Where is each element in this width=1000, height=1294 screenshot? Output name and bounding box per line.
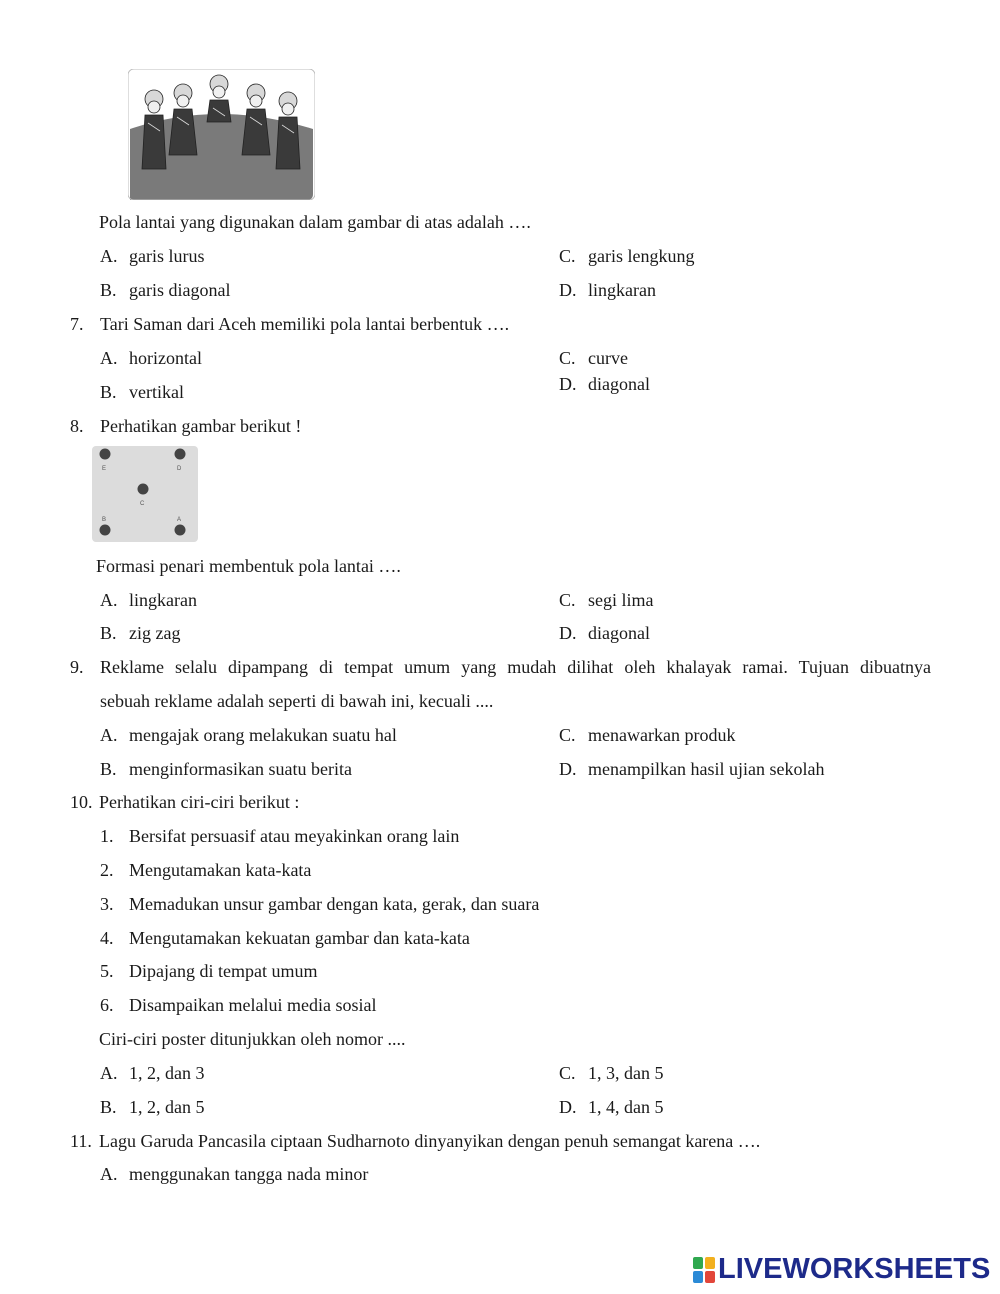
q6-option-d[interactable] xyxy=(559,279,656,301)
q6-option-c[interactable] xyxy=(559,245,694,267)
question-8-number: 8. xyxy=(70,416,84,436)
q7-option-b[interactable] xyxy=(100,381,184,403)
option-letter: C. xyxy=(559,725,576,745)
question-10-number: 10. xyxy=(70,792,93,812)
q6-option-a[interactable] xyxy=(100,245,205,267)
question-7-number: 7. xyxy=(70,314,84,334)
q10-option-d[interactable] xyxy=(559,1096,664,1118)
item-text: Bersifat persuasif atau meyakinkan orang lain xyxy=(129,826,460,846)
item-text: Mengutamakan kata-kata xyxy=(129,860,312,880)
option-letter: A. xyxy=(100,725,118,745)
q9-option-b[interactable] xyxy=(100,758,352,780)
option-text: 1, 3, dan 5 xyxy=(588,1063,664,1083)
dancer-dot-a xyxy=(175,525,186,536)
option-letter: A. xyxy=(100,1063,118,1083)
q9-option-a[interactable] xyxy=(100,724,397,746)
q8-option-d[interactable] xyxy=(559,622,650,644)
option-letter: A. xyxy=(100,246,118,266)
option-letter: C. xyxy=(559,1063,576,1083)
list-item xyxy=(100,960,317,982)
option-letter: B. xyxy=(100,280,117,300)
option-text: lingkaran xyxy=(129,590,197,610)
option-text: 1, 4, dan 5 xyxy=(588,1097,664,1117)
option-text: menggunakan tangga nada minor xyxy=(129,1164,369,1184)
item-number: 2. xyxy=(100,860,114,880)
option-text: menawarkan produk xyxy=(588,725,736,745)
q7-option-c[interactable] xyxy=(559,347,628,369)
list-item xyxy=(100,825,459,847)
dancer-dot-e xyxy=(100,449,111,460)
question-10-text: Perhatikan ciri-ciri berikut : xyxy=(99,792,300,812)
q7-option-a[interactable] xyxy=(100,347,202,369)
item-text: Dipajang di tempat umum xyxy=(129,961,318,981)
dancers-illustration xyxy=(128,69,315,200)
option-letter: D. xyxy=(559,1097,577,1117)
formation-diagram xyxy=(92,446,198,542)
option-text: horizontal xyxy=(129,348,202,368)
q9-option-c[interactable] xyxy=(559,724,735,746)
item-number: 4. xyxy=(100,928,114,948)
option-text: menampilkan hasil ujian sekolah xyxy=(588,759,825,779)
list-item xyxy=(100,893,539,915)
option-text: curve xyxy=(588,348,628,368)
option-letter: B. xyxy=(100,1097,117,1117)
label-a: A xyxy=(177,517,182,523)
brand-name[interactable]: LIVEWORKSHEETS xyxy=(718,1253,991,1285)
option-letter: A. xyxy=(100,590,118,610)
question-11-text: Lagu Garuda Pancasila ciptaan Sudharnoto dinyanyikan dengan penuh semangat karena …. xyxy=(99,1131,761,1151)
q8-option-b[interactable] xyxy=(100,622,180,644)
item-number: 5. xyxy=(100,961,114,981)
option-letter: B. xyxy=(100,623,117,643)
option-text: zig zag xyxy=(129,623,181,643)
list-item xyxy=(100,994,376,1016)
question-7-text: Tari Saman dari Aceh memiliki pola lantai berbentuk …. xyxy=(100,314,510,334)
option-text: diagonal xyxy=(588,374,650,394)
item-text: Disampaikan melalui media sosial xyxy=(129,995,377,1015)
item-text: Memadukan unsur gambar dengan kata, gerak, dan suara xyxy=(129,894,540,914)
option-text: 1, 2, dan 3 xyxy=(129,1063,205,1083)
q9-option-d[interactable] xyxy=(559,758,824,780)
option-letter: D. xyxy=(559,374,577,394)
option-letter: A. xyxy=(100,348,118,368)
list-item xyxy=(100,927,470,949)
q10-option-a[interactable] xyxy=(100,1062,205,1084)
option-text: vertikal xyxy=(129,382,184,402)
question-9-text-line2: sebuah reklame adalah seperti di bawah ini, kecuali .... xyxy=(100,691,494,711)
option-letter: C. xyxy=(559,590,576,610)
liveworksheets-logo-icon xyxy=(692,1255,716,1285)
q8-option-c[interactable] xyxy=(559,589,654,611)
label-e: E xyxy=(102,466,107,472)
option-text: 1, 2, dan 5 xyxy=(129,1097,205,1117)
q6-option-b[interactable] xyxy=(100,279,230,301)
option-text: lingkaran xyxy=(588,280,656,300)
question-6-text: Pola lantai yang digunakan dalam gambar di atas adalah …. xyxy=(99,212,531,232)
question-9-number: 9. xyxy=(70,657,84,677)
question-8-prompt: Formasi penari membentuk pola lantai …. xyxy=(96,556,401,576)
item-number: 1. xyxy=(100,826,114,846)
list-item xyxy=(100,859,311,881)
item-text: Mengutamakan kekuatan gambar dan kata-kata xyxy=(129,928,470,948)
option-letter: A. xyxy=(100,1164,118,1184)
label-b: B xyxy=(102,517,107,523)
dancer-dot-b xyxy=(100,525,111,536)
option-text: menginformasikan suatu berita xyxy=(129,759,352,779)
q7-option-d[interactable] xyxy=(559,373,650,395)
q8-option-a[interactable] xyxy=(100,589,197,611)
option-letter: B. xyxy=(100,382,117,402)
q11-option-a[interactable] xyxy=(100,1163,368,1185)
option-letter: C. xyxy=(559,348,576,368)
item-number: 3. xyxy=(100,894,114,914)
dancer-dot-d xyxy=(175,449,186,460)
question-9-text-line1: Reklame selalu dipampang di tempat umum yang mudah dilihat oleh khalayak ramai. Tujuan dibuatnya xyxy=(100,657,931,677)
item-number: 6. xyxy=(100,995,114,1015)
option-letter: D. xyxy=(559,759,577,779)
q10-option-c[interactable] xyxy=(559,1062,664,1084)
option-letter: C. xyxy=(559,246,576,266)
option-letter: D. xyxy=(559,623,577,643)
question-10-prompt: Ciri-ciri poster ditunjukkan oleh nomor .... xyxy=(99,1029,406,1049)
option-text: diagonal xyxy=(588,623,650,643)
dancer-dot-c xyxy=(138,484,149,495)
option-letter: B. xyxy=(100,759,117,779)
option-letter: D. xyxy=(559,280,577,300)
question-11-number: 11. xyxy=(70,1131,92,1151)
q10-option-b[interactable] xyxy=(100,1096,205,1118)
label-c: C xyxy=(140,501,145,507)
option-text: garis diagonal xyxy=(129,280,231,300)
option-text: garis lengkung xyxy=(588,246,695,266)
option-text: garis lurus xyxy=(129,246,205,266)
option-text: segi lima xyxy=(588,590,654,610)
option-text: mengajak orang melakukan suatu hal xyxy=(129,725,397,745)
question-8-text: Perhatikan gambar berikut ! xyxy=(100,416,302,436)
label-d: D xyxy=(177,466,182,472)
